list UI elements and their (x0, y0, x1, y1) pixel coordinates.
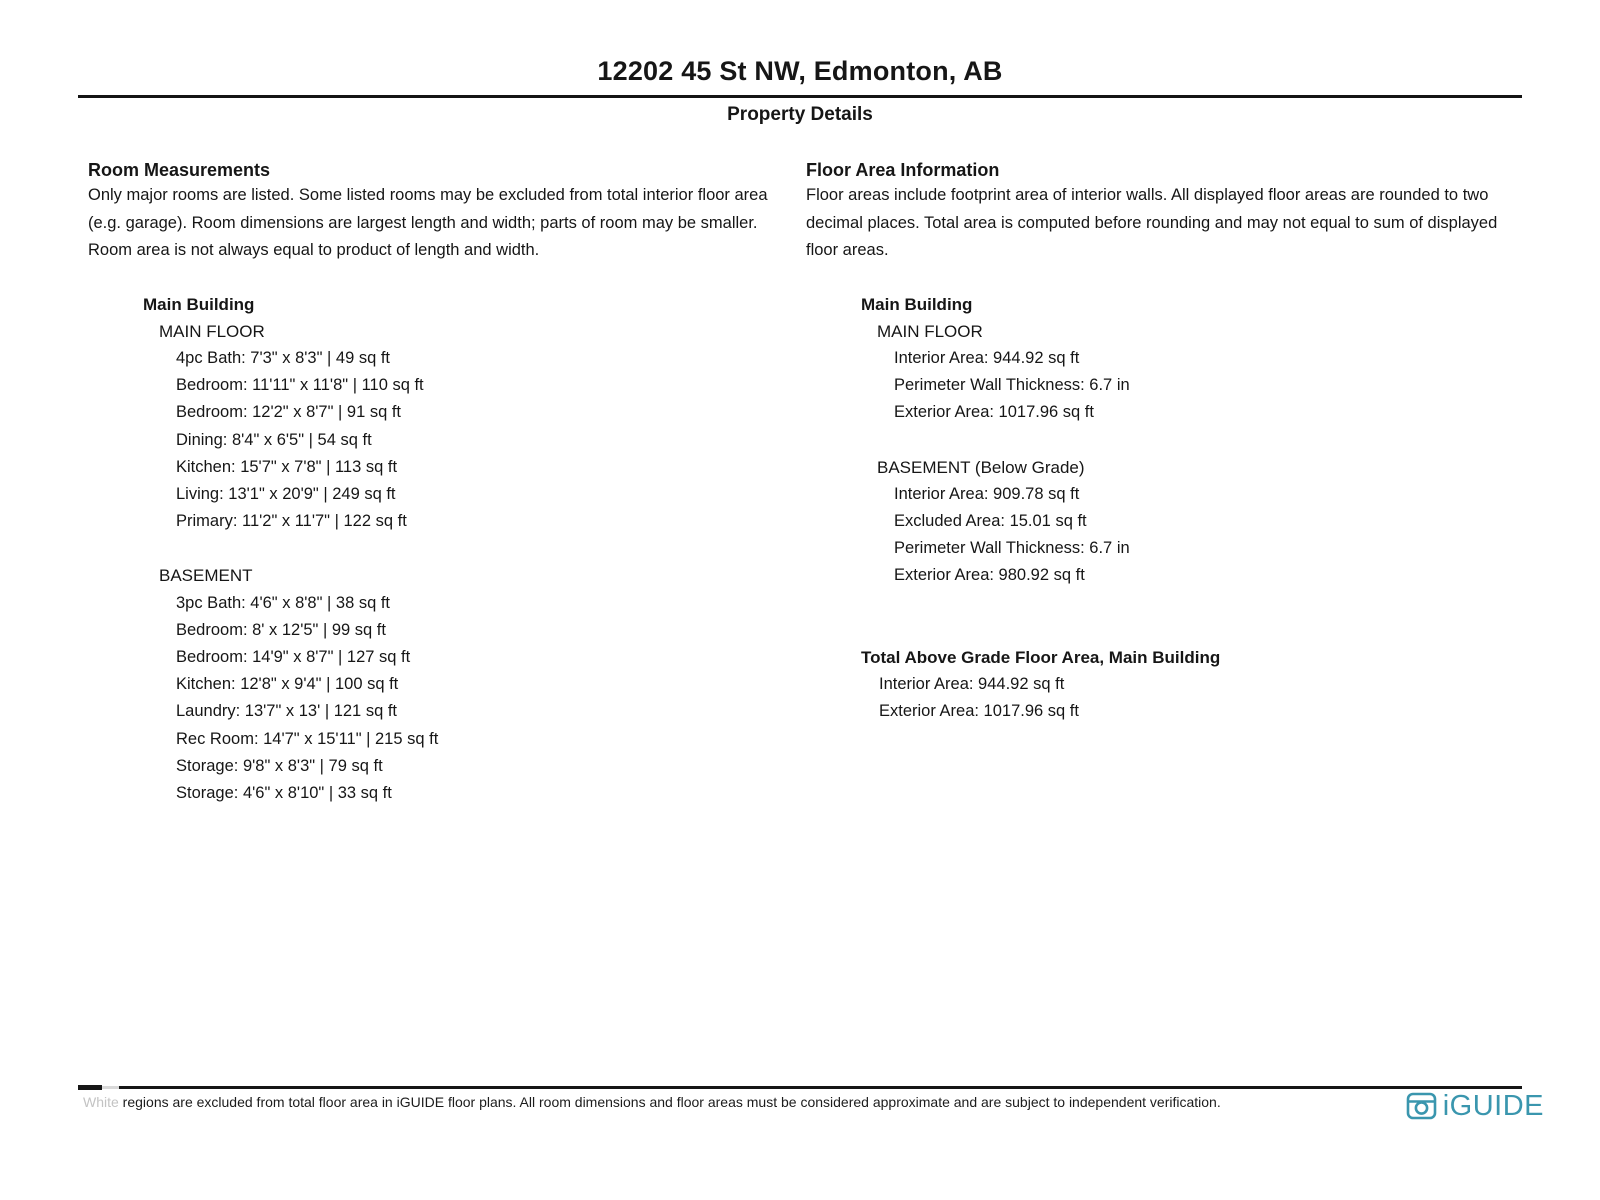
room-line: Kitchen: 15'7" x 7'8" | 113 sq ft (176, 457, 398, 476)
stat-line: Perimeter Wall Thickness: 6.7 in (894, 539, 1130, 558)
floor-area-information-section (806, 158, 1506, 725)
header-divider (78, 95, 1522, 98)
footer-divider-gap (102, 1086, 119, 1089)
room-line: Dining: 8'4" x 6'5" | 54 sq ft (176, 430, 372, 449)
room-line: Bedroom: 14'9" x 8'7" | 127 sq ft (176, 647, 411, 666)
floor-area-heading: Floor Area Information (806, 160, 1000, 180)
room-line: Storage: 9'8" x 8'3" | 79 sq ft (176, 756, 383, 775)
room-line: Laundry: 13'7" x 13' | 121 sq ft (176, 702, 398, 721)
room-line: Bedroom: 11'11" x 11'8" | 110 sq ft (176, 376, 424, 395)
total-heading: Total Above Grade Floor Area, Main Building (861, 647, 1221, 667)
page-subtitle: Property Details (727, 104, 873, 125)
building-name: Main Building (143, 294, 255, 314)
floor-main-floor (143, 318, 768, 536)
stat-line: Exterior Area: 1017.96 sq ft (894, 403, 1094, 422)
room-line: Kitchen: 12'8" x 9'4" | 100 sq ft (176, 675, 399, 694)
iguide-logo-text: iGUIDE (1442, 1089, 1544, 1122)
room-measurements-building (143, 291, 768, 808)
floor-area-description: Floor areas include footprint area of interior walls. All displayed floor areas are rounded to two decimal places. Total area is computed before rounding and may not equal to sum of displayed floor areas. (806, 186, 1498, 259)
footer-disclaimer-text: regions are excluded from total floor area in iGUIDE floor plans. All room dimensions and floor areas must be considered approximate and are subject to independent verification. (118, 1094, 1221, 1110)
iguide-logo (1405, 1090, 1544, 1121)
room-line: 3pc Bath: 4'6" x 8'8" | 38 sq ft (176, 593, 391, 612)
room-line: Rec Room: 14'7" x 15'11" | 215 sq ft (176, 729, 439, 748)
stat-line: Interior Area: 944.92 sq ft (879, 674, 1065, 693)
room-measurements-heading: Room Measurements (88, 160, 271, 180)
floor-name: MAIN FLOOR (877, 321, 983, 341)
floor-name: BASEMENT (Below Grade) (877, 457, 1085, 477)
footer-white-word: White (83, 1094, 119, 1110)
room-line: Bedroom: 12'2" x 8'7" | 91 sq ft (176, 403, 402, 422)
stat-line: Exterior Area: 1017.96 sq ft (879, 701, 1079, 720)
room-line: Primary: 11'2" x 11'7" | 122 sq ft (176, 512, 407, 531)
floor-name: MAIN FLOOR (159, 321, 265, 341)
footer-divider (78, 1086, 1522, 1089)
footer-disclaimer (83, 1092, 1221, 1112)
room-line: 4pc Bath: 7'3" x 8'3" | 49 sq ft (176, 348, 391, 367)
floor-area-main-floor (861, 318, 1506, 427)
room-line: Bedroom: 8' x 12'5" | 99 sq ft (176, 620, 386, 639)
floor-basement (143, 562, 768, 807)
room-measurements-description: Only major rooms are listed. Some listed rooms may be excluded from total interior floor area (e.g. garage). Room dimensions are largest length and width; parts of room may be smaller. Room area is not always equal to product of length and width. (88, 186, 768, 259)
room-line: Storage: 4'6" x 8'10" | 33 sq ft (176, 783, 392, 802)
total-above-grade-block (861, 644, 1506, 726)
room-line: Living: 13'1" x 20'9" | 249 sq ft (176, 484, 396, 503)
stat-line: Interior Area: 909.78 sq ft (894, 484, 1080, 503)
stat-line: Exterior Area: 980.92 sq ft (894, 566, 1085, 585)
stat-line: Interior Area: 944.92 sq ft (894, 348, 1080, 367)
footer-divider-dash (78, 1085, 102, 1090)
floor-area-building (861, 291, 1506, 590)
floor-name: BASEMENT (159, 566, 253, 586)
room-measurements-section (88, 158, 768, 807)
building-name: Main Building (861, 294, 973, 314)
stat-line: Perimeter Wall Thickness: 6.7 in (894, 376, 1130, 395)
stat-line: Excluded Area: 15.01 sq ft (894, 511, 1087, 530)
iguide-camera-icon (1405, 1090, 1438, 1121)
page-title: 12202 45 St NW, Edmonton, AB (597, 56, 1003, 86)
floor-area-basement (861, 454, 1506, 590)
